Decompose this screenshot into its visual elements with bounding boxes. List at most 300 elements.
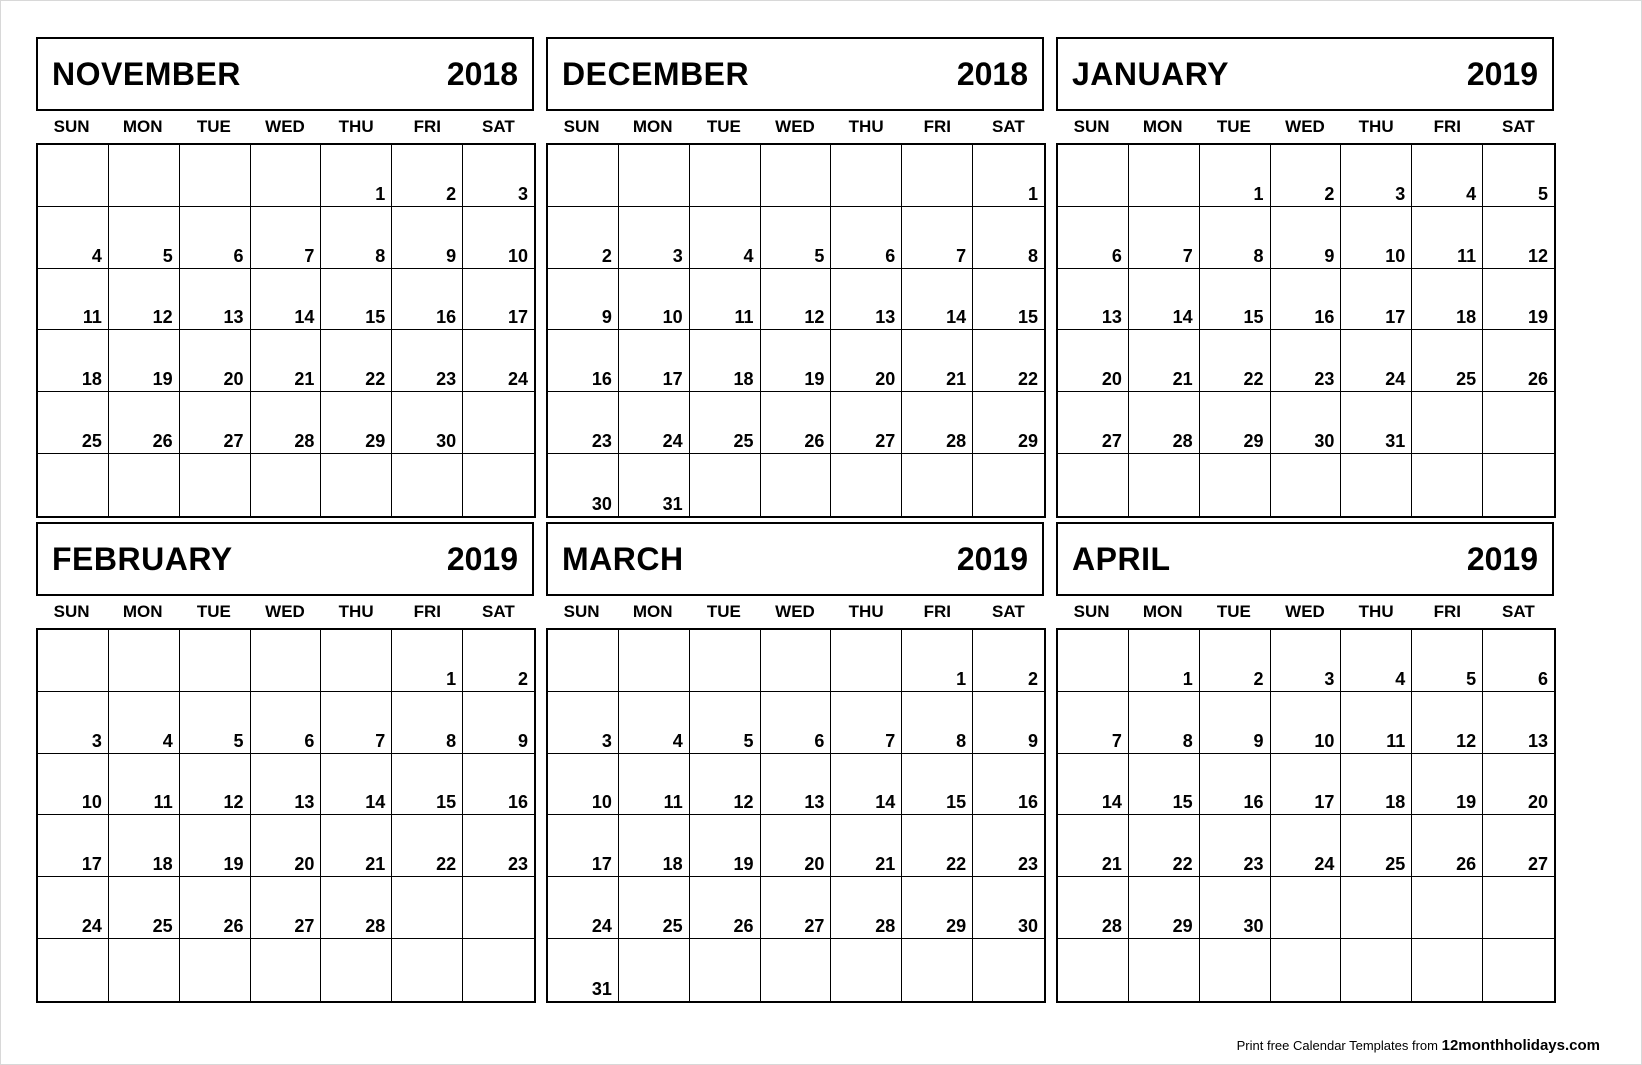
day-number: 28 (365, 916, 386, 937)
day-cell (973, 877, 1044, 939)
day-cell (1271, 207, 1342, 269)
day-number: 10 (507, 245, 528, 266)
day-number: 26 (1456, 854, 1477, 875)
weekday-label: MON (632, 602, 673, 621)
day-cell (619, 454, 690, 516)
day-number: 23 (1243, 854, 1264, 875)
day-number: 6 (885, 245, 896, 266)
day-number: 3 (1324, 668, 1335, 689)
day-cell (251, 877, 322, 939)
day-cell (1058, 815, 1129, 877)
day-number: 23 (436, 369, 457, 390)
day-cell (1271, 877, 1342, 939)
day-cell (38, 692, 109, 754)
day-cell (831, 330, 902, 392)
day-cell (1200, 815, 1271, 877)
day-cell (902, 939, 973, 1001)
day-cell (690, 269, 761, 331)
day-cell (1341, 145, 1412, 207)
day-number: 30 (1243, 916, 1264, 937)
day-number: 25 (1385, 854, 1406, 875)
day-cell (38, 815, 109, 877)
day-cell (1341, 692, 1412, 754)
day-cell (761, 877, 832, 939)
day-number: 20 (1101, 369, 1122, 390)
day-number: 24 (1385, 369, 1406, 390)
day-number: 26 (1527, 369, 1548, 390)
day-number: 23 (1314, 369, 1335, 390)
day-cell (1200, 754, 1271, 816)
day-cell (251, 939, 322, 1001)
day-cell (973, 330, 1044, 392)
day-number: 14 (875, 792, 896, 813)
day-cell (548, 392, 619, 454)
day-cell (180, 454, 251, 516)
day-cell (1129, 207, 1200, 269)
day-number: 17 (1314, 792, 1335, 813)
day-cell (1200, 692, 1271, 754)
day-cell (1341, 815, 1412, 877)
day-number: 13 (1101, 307, 1122, 328)
day-cell (548, 877, 619, 939)
day-cell (321, 692, 392, 754)
day-number: 15 (1172, 792, 1193, 813)
day-cell (180, 630, 251, 692)
day-cell (392, 815, 463, 877)
day-cell (1412, 207, 1483, 269)
day-cell (1129, 877, 1200, 939)
day-number: 1 (1027, 183, 1038, 204)
weekday-label: TUE (196, 117, 231, 136)
day-cell (548, 269, 619, 331)
day-cell (548, 207, 619, 269)
day-cell (1058, 330, 1129, 392)
day-cell (109, 692, 180, 754)
day-cell (1483, 630, 1554, 692)
day-cell (548, 692, 619, 754)
month-name: NOVEMBER (52, 56, 241, 92)
weekday-label: THU (338, 117, 374, 136)
day-cell (690, 145, 761, 207)
day-number: 5 (743, 730, 754, 751)
day-number: 19 (1456, 792, 1477, 813)
day-number: 21 (946, 369, 967, 390)
month-year: 2019 (1466, 56, 1538, 92)
day-number: 10 (1385, 245, 1406, 266)
day-cell (38, 754, 109, 816)
day-cell (321, 454, 392, 516)
day-number: 14 (1101, 792, 1122, 813)
day-cell (1200, 454, 1271, 516)
weekday-label: TUE (706, 117, 741, 136)
day-cell (548, 330, 619, 392)
day-cell (902, 269, 973, 331)
day-cell (1271, 454, 1342, 516)
weekday-label: WED (1285, 602, 1325, 621)
day-number: 10 (591, 792, 612, 813)
day-number: 18 (733, 369, 754, 390)
weekday-label: WED (775, 602, 815, 621)
day-cell (619, 815, 690, 877)
day-cell (251, 454, 322, 516)
day-cell (321, 207, 392, 269)
day-cell (1058, 392, 1129, 454)
day-cell (321, 754, 392, 816)
day-cell (463, 815, 534, 877)
day-cell (690, 630, 761, 692)
day-grid (1056, 143, 1556, 518)
day-cell (761, 939, 832, 1001)
month-name: DECEMBER (562, 56, 750, 92)
day-number: 13 (1527, 730, 1548, 751)
day-cell (1271, 630, 1342, 692)
day-cell (392, 454, 463, 516)
day-cell (109, 454, 180, 516)
day-cell (1129, 630, 1200, 692)
day-number: 4 (743, 245, 754, 266)
day-number: 16 (507, 792, 528, 813)
day-number: 4 (162, 730, 173, 751)
day-number: 7 (956, 245, 967, 266)
day-number: 28 (946, 431, 967, 452)
day-cell (1200, 269, 1271, 331)
day-number: 14 (294, 307, 315, 328)
weekday-label: WED (265, 602, 305, 621)
day-cell (463, 330, 534, 392)
day-grid (546, 143, 1046, 518)
day-cell (831, 207, 902, 269)
day-cell (1058, 692, 1129, 754)
day-cell (902, 330, 973, 392)
day-number: 12 (223, 792, 244, 813)
day-cell (1200, 207, 1271, 269)
day-number: 12 (1456, 730, 1477, 751)
day-cell (392, 207, 463, 269)
day-cell (1483, 207, 1554, 269)
day-number: 26 (804, 431, 825, 452)
day-cell (180, 815, 251, 877)
day-number: 3 (1395, 183, 1406, 204)
day-number: 27 (1101, 431, 1122, 452)
day-number: 1 (446, 668, 457, 689)
day-number: 11 (1457, 245, 1477, 266)
day-number: 18 (1385, 792, 1406, 813)
day-cell (1412, 692, 1483, 754)
day-number: 11 (663, 792, 683, 813)
day-cell (392, 330, 463, 392)
day-number: 8 (446, 730, 457, 751)
day-cell (831, 692, 902, 754)
day-number: 27 (875, 431, 896, 452)
weekday-header-row (36, 117, 534, 137)
day-cell (392, 754, 463, 816)
day-number: 17 (662, 369, 683, 390)
day-cell (1412, 754, 1483, 816)
day-cell (1341, 207, 1412, 269)
day-number: 7 (885, 730, 896, 751)
day-number: 6 (1537, 668, 1548, 689)
day-cell (761, 454, 832, 516)
day-cell (180, 939, 251, 1001)
day-number: 13 (804, 792, 825, 813)
month-year: 2019 (1466, 541, 1538, 577)
day-number: 12 (804, 307, 825, 328)
day-cell (180, 392, 251, 454)
day-cell (831, 815, 902, 877)
day-cell (619, 630, 690, 692)
day-cell (1341, 877, 1412, 939)
day-cell (619, 330, 690, 392)
footer-text: Print free Calendar Templates from (1236, 1038, 1438, 1053)
day-number: 2 (1324, 183, 1335, 204)
day-cell (392, 269, 463, 331)
day-number: 29 (365, 431, 386, 452)
day-number: 4 (1466, 183, 1477, 204)
day-number: 25 (1456, 369, 1477, 390)
day-cell (251, 630, 322, 692)
day-number: 6 (304, 730, 315, 751)
day-cell (38, 207, 109, 269)
day-cell (1129, 692, 1200, 754)
day-cell (392, 630, 463, 692)
day-number: 9 (517, 730, 528, 751)
day-cell (392, 392, 463, 454)
day-number: 15 (436, 792, 457, 813)
day-cell (973, 815, 1044, 877)
day-number: 24 (591, 916, 612, 937)
day-cell (109, 269, 180, 331)
day-cell (392, 939, 463, 1001)
day-cell (1483, 392, 1554, 454)
weekday-label: SUN (563, 117, 600, 136)
day-cell (548, 754, 619, 816)
day-cell (902, 877, 973, 939)
day-cell (109, 392, 180, 454)
day-number: 29 (1243, 431, 1264, 452)
day-number: 18 (662, 854, 683, 875)
day-cell (1412, 269, 1483, 331)
day-number: 16 (591, 369, 612, 390)
day-number: 5 (162, 245, 173, 266)
day-number: 31 (591, 978, 612, 999)
day-cell (619, 754, 690, 816)
day-number: 8 (375, 245, 386, 266)
day-number: 27 (294, 916, 315, 937)
weekday-header-row (1056, 602, 1554, 622)
day-number: 6 (1111, 245, 1122, 266)
day-number: 11 (153, 792, 173, 813)
day-cell (1271, 392, 1342, 454)
day-cell (1129, 754, 1200, 816)
day-number: 16 (1017, 792, 1038, 813)
day-number: 2 (601, 245, 612, 266)
day-number: 18 (81, 369, 102, 390)
day-cell (392, 692, 463, 754)
day-number: 1 (956, 668, 967, 689)
footer-site-link[interactable]: 12monthholidays.com (1441, 1037, 1600, 1054)
day-cell (1200, 145, 1271, 207)
day-number: 21 (1172, 369, 1193, 390)
day-cell (463, 454, 534, 516)
day-number: 17 (591, 854, 612, 875)
day-cell (761, 754, 832, 816)
day-cell (251, 692, 322, 754)
month-year: 2018 (446, 56, 518, 92)
day-number: 24 (507, 369, 528, 390)
day-cell (180, 692, 251, 754)
day-cell (973, 145, 1044, 207)
day-cell (548, 630, 619, 692)
day-cell (1341, 754, 1412, 816)
day-cell (321, 330, 392, 392)
day-cell (761, 145, 832, 207)
day-number: 23 (1017, 854, 1038, 875)
day-cell (690, 454, 761, 516)
day-cell (38, 630, 109, 692)
day-number: 2 (517, 668, 528, 689)
day-number: 8 (956, 730, 967, 751)
day-number: 3 (672, 245, 683, 266)
day-cell (180, 330, 251, 392)
day-cell (831, 145, 902, 207)
day-number: 19 (152, 369, 173, 390)
day-number: 29 (946, 916, 967, 937)
weekday-header-row (36, 602, 534, 622)
day-cell (548, 939, 619, 1001)
day-number: 3 (91, 730, 102, 751)
day-number: 19 (733, 854, 754, 875)
day-number: 22 (365, 369, 386, 390)
day-number: 31 (1385, 431, 1406, 452)
day-cell (109, 630, 180, 692)
day-cell (1058, 207, 1129, 269)
month-name: FEBRUARY (52, 541, 233, 577)
day-cell (463, 877, 534, 939)
day-cell (902, 692, 973, 754)
day-cell (1129, 392, 1200, 454)
day-cell (1058, 754, 1129, 816)
day-number: 24 (662, 431, 683, 452)
day-cell (109, 877, 180, 939)
day-number: 5 (1537, 183, 1548, 204)
day-cell (831, 939, 902, 1001)
weekday-label: SAT (1502, 117, 1535, 136)
day-cell (761, 207, 832, 269)
day-number: 15 (1243, 307, 1264, 328)
day-cell (321, 392, 392, 454)
day-cell (1200, 877, 1271, 939)
day-number: 26 (223, 916, 244, 937)
month-year: 2018 (956, 56, 1028, 92)
day-number: 13 (875, 307, 896, 328)
day-grid (36, 143, 536, 518)
day-number: 22 (436, 854, 457, 875)
day-cell (321, 877, 392, 939)
day-number: 5 (233, 730, 244, 751)
day-cell (1483, 939, 1554, 1001)
month-header (1056, 522, 1554, 596)
weekday-label: THU (848, 117, 884, 136)
day-number: 19 (223, 854, 244, 875)
day-number: 11 (82, 307, 102, 328)
day-number: 11 (1386, 730, 1406, 751)
day-number: 19 (804, 369, 825, 390)
day-number: 14 (946, 307, 967, 328)
day-cell (761, 330, 832, 392)
day-number: 20 (294, 854, 315, 875)
day-number: 3 (517, 183, 528, 204)
day-number: 2 (446, 183, 457, 204)
weekday-label: SUN (1073, 117, 1110, 136)
weekday-label: FRI (413, 602, 441, 621)
day-cell (1271, 330, 1342, 392)
day-cell (1412, 454, 1483, 516)
day-cell (1483, 454, 1554, 516)
weekday-label: FRI (923, 117, 951, 136)
day-cell (1341, 330, 1412, 392)
day-number: 27 (223, 431, 244, 452)
day-cell (1129, 269, 1200, 331)
weekday-header-row (546, 602, 1044, 622)
day-number: 15 (365, 307, 386, 328)
day-number: 9 (601, 307, 612, 328)
month-name: JANUARY (1072, 56, 1229, 92)
day-number: 22 (946, 854, 967, 875)
day-cell (1271, 754, 1342, 816)
day-number: 28 (1172, 431, 1193, 452)
day-cell (1058, 454, 1129, 516)
day-cell (548, 454, 619, 516)
day-number: 8 (1182, 730, 1193, 751)
day-cell (1271, 269, 1342, 331)
day-cell (619, 939, 690, 1001)
month-header (546, 522, 1044, 596)
day-cell (1058, 630, 1129, 692)
day-number: 20 (223, 369, 244, 390)
day-cell (619, 207, 690, 269)
month-header (36, 522, 534, 596)
day-cell (1483, 754, 1554, 816)
day-number: 21 (875, 854, 896, 875)
day-cell (251, 330, 322, 392)
day-cell (463, 754, 534, 816)
weekday-header-row (1056, 117, 1554, 137)
day-cell (902, 207, 973, 269)
day-cell (180, 269, 251, 331)
day-cell (761, 692, 832, 754)
day-number: 2 (1253, 668, 1264, 689)
weekday-label: THU (338, 602, 374, 621)
day-number: 28 (294, 431, 315, 452)
weekday-label: FRI (1433, 602, 1461, 621)
day-cell (1412, 877, 1483, 939)
day-cell (1058, 939, 1129, 1001)
month-header (546, 37, 1044, 111)
day-number: 17 (1385, 307, 1406, 328)
weekday-label: THU (848, 602, 884, 621)
day-number: 25 (662, 916, 683, 937)
day-number: 21 (365, 854, 386, 875)
day-cell (109, 145, 180, 207)
day-number: 10 (81, 792, 102, 813)
day-number: 21 (1101, 854, 1122, 875)
day-number: 24 (81, 916, 102, 937)
month-name: MARCH (562, 541, 684, 577)
day-cell (1058, 877, 1129, 939)
day-cell (180, 877, 251, 939)
day-number: 29 (1017, 431, 1038, 452)
day-number: 19 (1527, 307, 1548, 328)
